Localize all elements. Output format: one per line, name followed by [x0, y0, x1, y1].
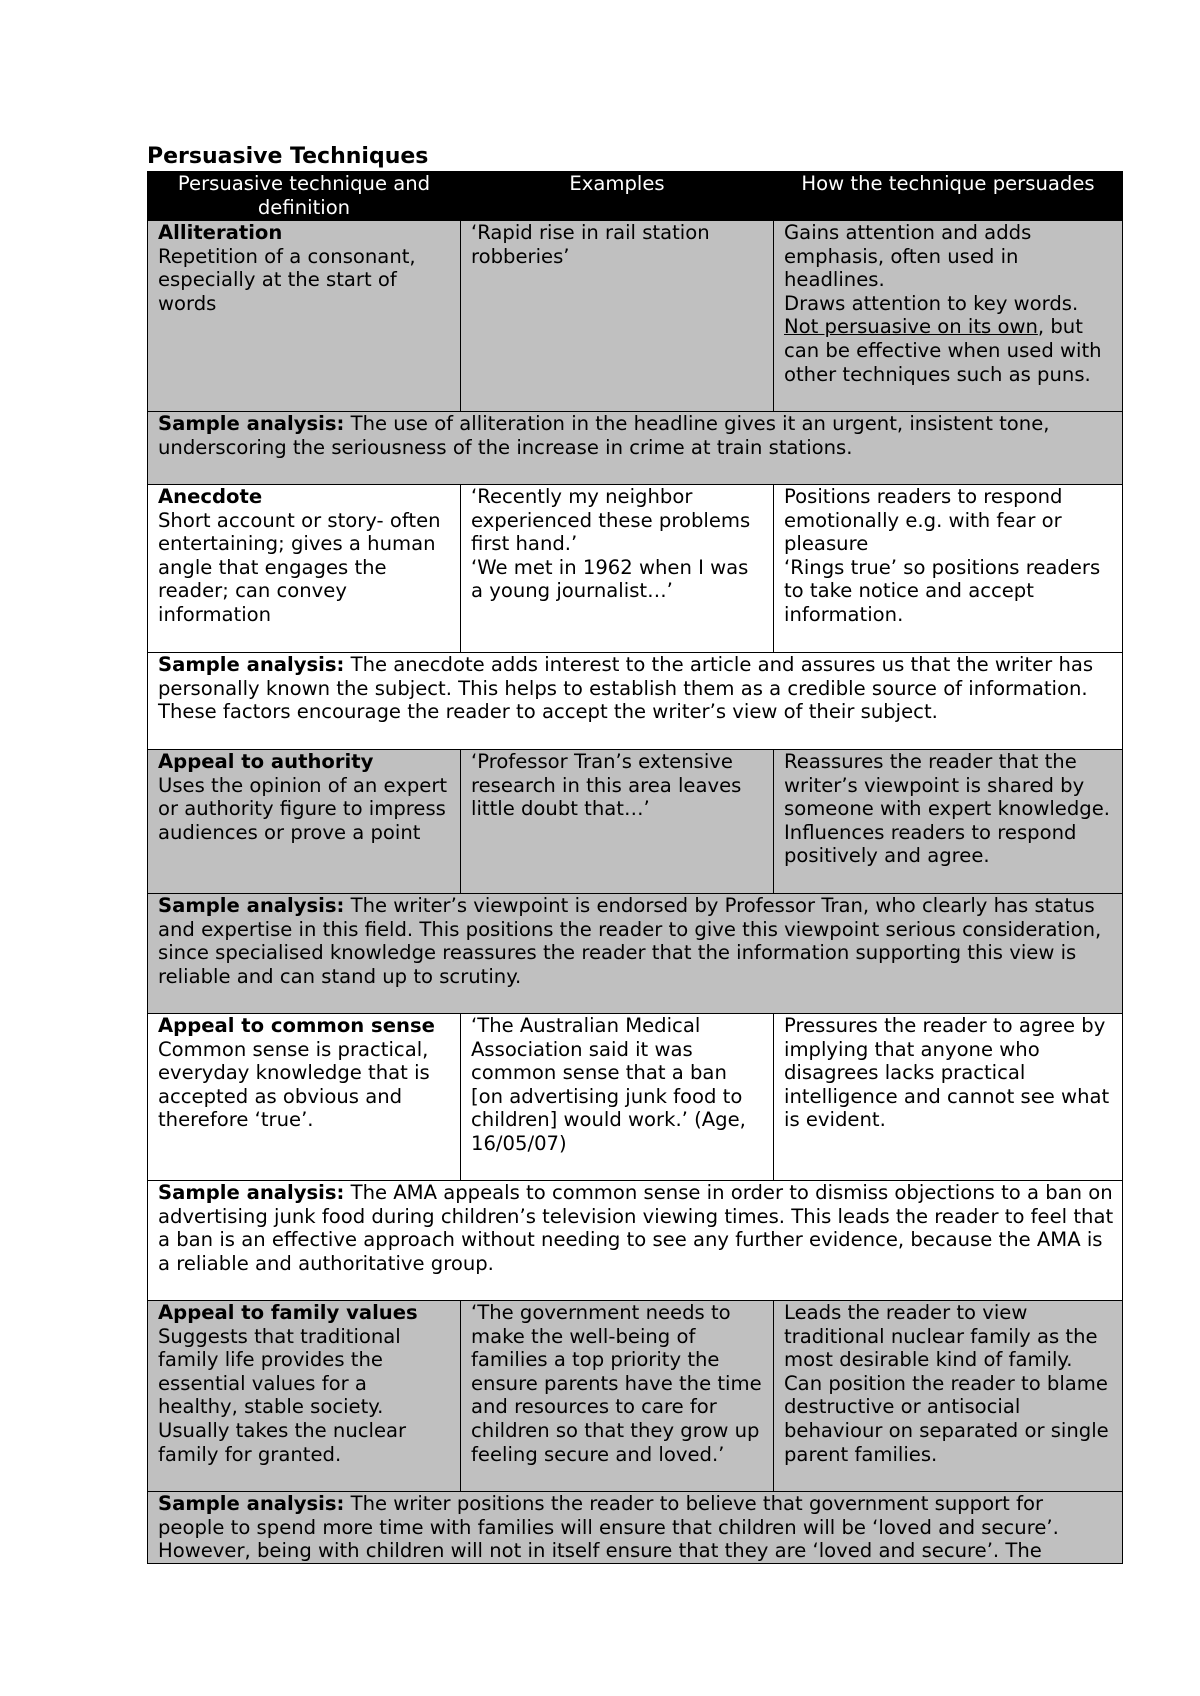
analysis-row-appeal-to-family-values	[148, 1492, 1123, 1564]
technique-row-appeal-to-common-sense	[148, 1014, 1123, 1181]
persuades-text: Influences readers to respond positively and agree.	[784, 820, 1077, 868]
analysis-text: The writer’s viewpoint is endorsed by Professor Tran, who clearly has status and expertise in this field. This positions the reader to give this viewpoint serious consideration, since specialised knowledge reassures the reader that the information supporting this view is reliable and can stand up to scrutiny.	[158, 894, 1102, 988]
examples-cell	[461, 221, 774, 412]
persuades-text: Positions readers to respond emotionally e.g. with fear or pleasure	[784, 485, 1063, 556]
technique-row-appeal-to-authority	[148, 750, 1123, 894]
persuades-cell	[774, 221, 1123, 412]
technique-definition: Common sense is practical, everyday knowledge that is accepted as obvious and therefore ‘true’.	[158, 1037, 430, 1132]
persuades-text: , but can be effective when used with other techniques such as puns.	[784, 315, 1102, 386]
technique-definition: Suggests that traditional family life provides the essential values for a healthy, stable society. Usually takes the nuclear family for granted.	[158, 1324, 407, 1466]
persuades-text: Reassures the reader that the writer’s viewpoint is shared by someone with expert knowledge.	[784, 750, 1111, 821]
analysis-text: The use of alliteration in the headline gives it an urgent, insistent tone, underscoring the seriousness of the increase in crime at train stations.	[158, 412, 1050, 459]
technique-cell	[148, 1014, 461, 1181]
example-text: ‘Recently my neighbor experienced these problems first hand.’	[471, 485, 751, 556]
persuades-cell	[774, 485, 1123, 653]
examples-cell	[461, 485, 774, 653]
analysis-text: The AMA appeals to common sense in order to dismiss objections to a ban on advertising junk food during children’s television viewing times. This leads the reader to feel that a ban is an effective approach without needing to see any further evidence, because the AMA is a reliable and authoritative group.	[158, 1181, 1114, 1275]
example-text: ‘The government needs to make the well-being of families a top priority the ensure parents have the time and resources to care for children so that they grow up feeling secure and loved.’	[471, 1301, 762, 1466]
analysis-cell	[148, 412, 1123, 485]
technique-name: Appeal to authority	[158, 750, 374, 773]
technique-cell	[148, 221, 461, 412]
technique-definition: Uses the opinion of an expert or authority figure to impress audiences or prove a point	[158, 773, 448, 844]
examples-cell	[461, 1301, 774, 1492]
analysis-label: Sample analysis:	[158, 412, 345, 435]
persuades-text: Pressures the reader to agree by implying that anyone who disagrees lacks practical intelligence and cannot see what is evident.	[784, 1014, 1110, 1132]
analysis-text: The anecdote adds interest to the article and assures us that the writer has personally known the subject. This helps to establish them as a credible source of information. These factors encourage the reader to accept the writer’s view of their subject.	[158, 653, 1094, 724]
persuades-underlined-text: Not persuasive on its own	[784, 315, 1038, 339]
example-text: ‘Professor Tran’s extensive research in this area leaves little doubt that…’	[471, 750, 742, 821]
persuades-cell	[774, 1301, 1123, 1492]
analysis-cell	[148, 653, 1123, 750]
technique-row-anecdote	[148, 485, 1123, 653]
header-persuades: How the technique persuades	[774, 172, 1123, 221]
technique-name: Anecdote	[158, 485, 263, 508]
analysis-row-anecdote	[148, 653, 1123, 750]
examples-cell	[461, 750, 774, 894]
analysis-label: Sample analysis:	[158, 653, 345, 676]
persuades-text: Gains attention and adds emphasis, often used in headlines.	[784, 221, 1032, 292]
technique-cell	[148, 750, 461, 894]
analysis-label: Sample analysis:	[158, 1181, 345, 1204]
technique-name: Appeal to family values	[158, 1301, 418, 1324]
technique-definition: Repetition of a consonant, especially at the start of words	[158, 244, 416, 315]
analysis-row-appeal-to-common-sense	[148, 1181, 1123, 1301]
examples-cell	[461, 1014, 774, 1181]
document	[147, 144, 1122, 1564]
technique-cell	[148, 1301, 461, 1492]
persuades-text: Draws attention to key words.	[784, 291, 1079, 315]
technique-name: Appeal to common sense	[158, 1014, 435, 1037]
persuades-cell	[774, 1014, 1123, 1181]
header-examples: Examples	[461, 172, 774, 221]
technique-row-appeal-to-family-values	[148, 1301, 1123, 1492]
technique-row-alliteration	[148, 221, 1123, 412]
analysis-label: Sample analysis:	[158, 1492, 345, 1515]
technique-definition: Short account or story- often entertaining; gives a human angle that engages the reader; can convey information	[158, 508, 441, 626]
persuades-text: Leads the reader to view traditional nuclear family as the most desirable kind of family.	[784, 1301, 1098, 1372]
analysis-row-alliteration	[148, 412, 1123, 485]
technique-cell	[148, 485, 461, 653]
analysis-cell	[148, 894, 1123, 1014]
header-technique: Persuasive technique and definition	[148, 172, 461, 221]
analysis-label: Sample analysis:	[158, 894, 345, 917]
persuades-text: ‘Rings true’ so positions readers to take notice and accept information.	[784, 555, 1101, 626]
technique-name: Alliteration	[158, 221, 283, 244]
persuades-text: Can position the reader to blame destructive or antisocial behaviour on separated or single parent families.	[784, 1371, 1109, 1466]
page-title: Persuasive Techniques	[147, 144, 429, 169]
analysis-text: The writer positions the reader to believe that government support for people to spend more time with families will ensure that children will be ‘loved and secure’. However, being with children will not in itself ensure that they are ‘loved and secure’. The	[158, 1492, 1059, 1563]
persuades-cell	[774, 750, 1123, 894]
table-header-row	[148, 172, 1123, 221]
example-text: ‘Rapid rise in rail station robberies’	[471, 221, 710, 268]
example-text: ‘The Australian Medical Association said it was common sense that a ban [on advertising junk food to children] would work.’ (Age, 16/05/07)	[471, 1014, 746, 1155]
example-text: ‘We met in 1962 when I was a young journalist…’	[471, 555, 749, 603]
analysis-cell	[148, 1181, 1123, 1301]
analysis-row-appeal-to-authority	[148, 894, 1123, 1014]
techniques-table	[147, 171, 1123, 1564]
analysis-cell	[148, 1492, 1123, 1564]
